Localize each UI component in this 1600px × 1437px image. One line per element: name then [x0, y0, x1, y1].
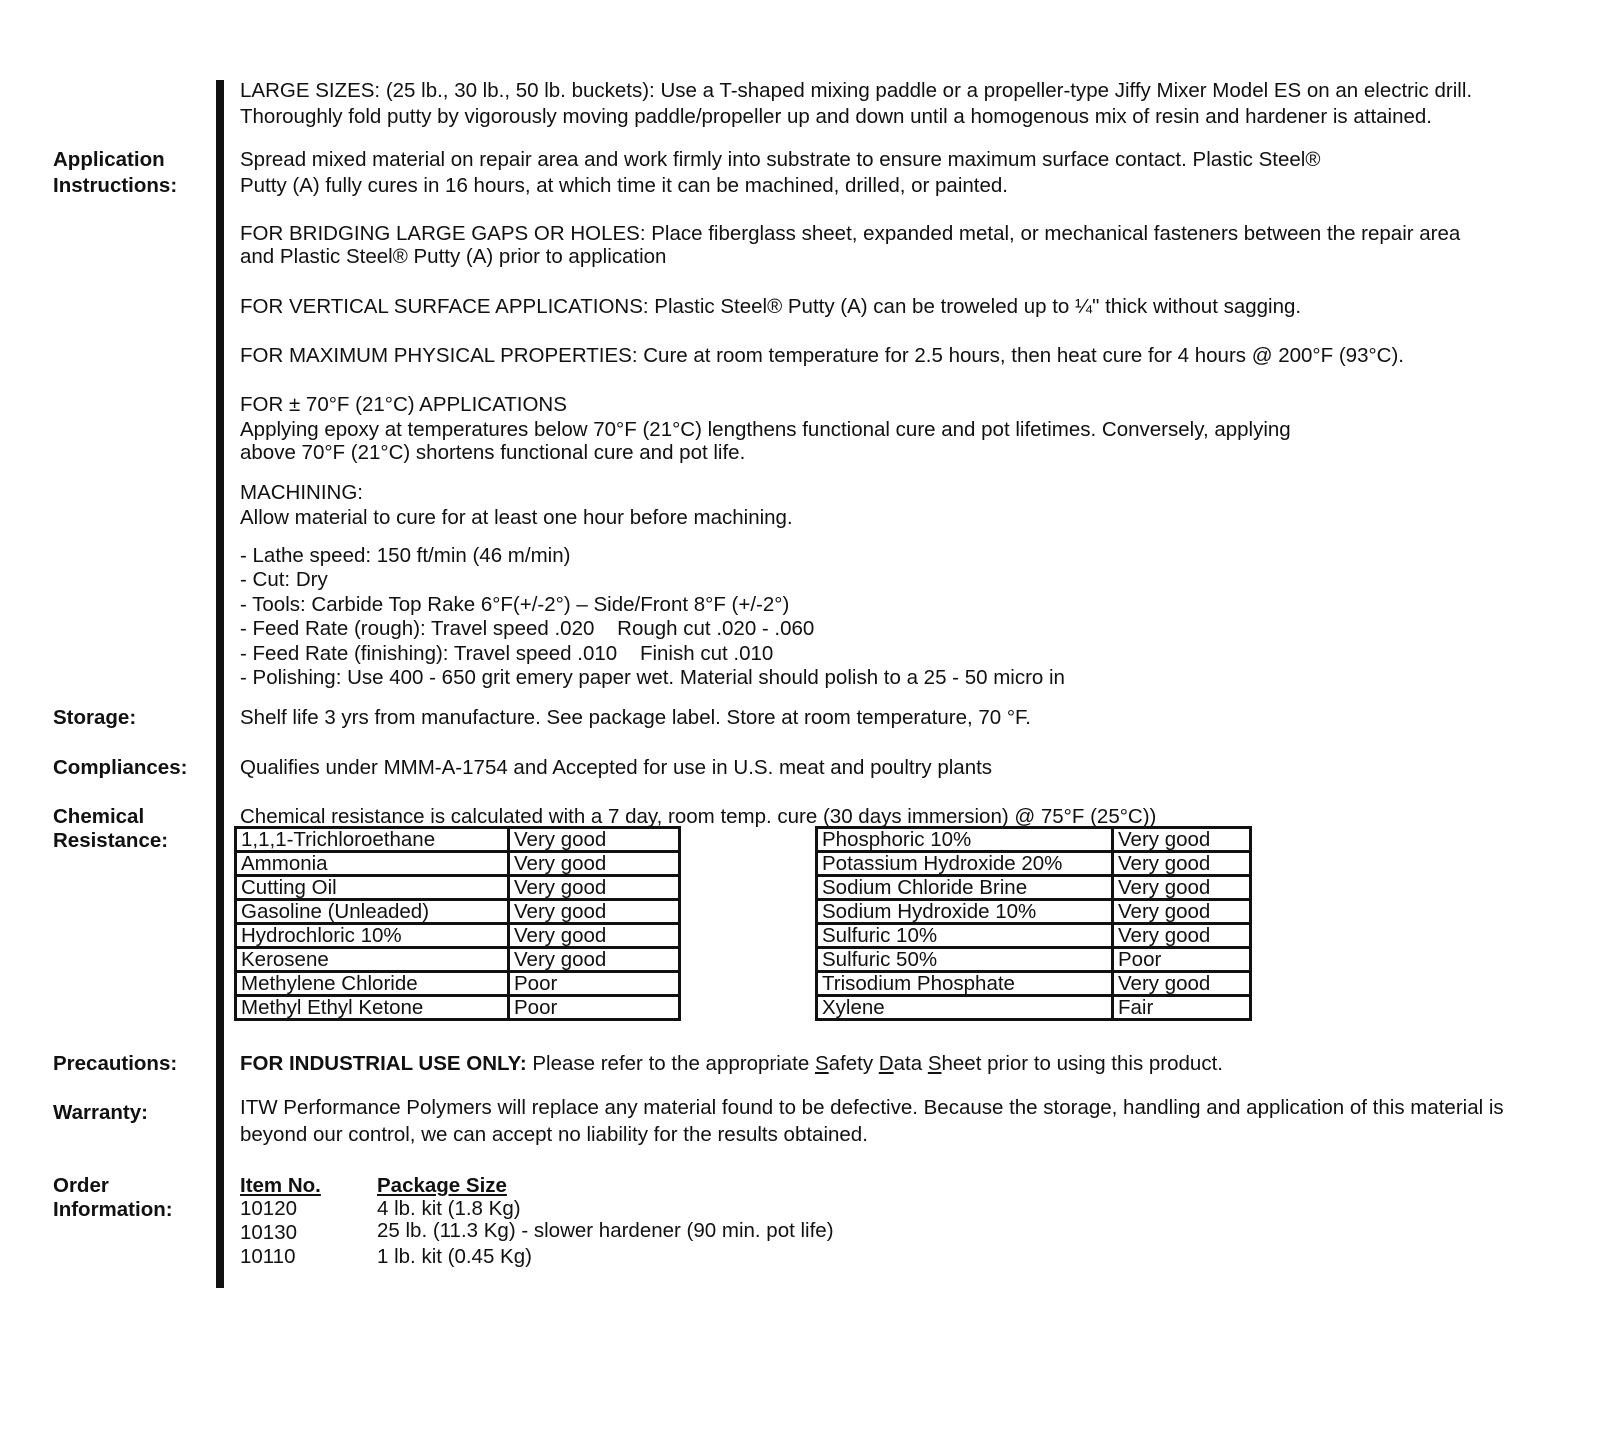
sds-heet: heet: [941, 1052, 982, 1075]
warranty-line-2: beyond our control, we can accept no liability for the results obtained.: [240, 1123, 868, 1146]
temp-line-1: Applying epoxy at temperatures below 70°F (21°C) lengthens functional cure and pot lifetimes. Conversely, applying: [240, 418, 1291, 441]
compliances-text: Qualifies under MMM-A-1754 and Accepted for use in U.S. meat and poultry plants: [240, 756, 993, 779]
label-resistance: Resistance:: [53, 829, 169, 852]
chemical-rating: Very good: [1113, 972, 1251, 996]
machining-line: Allow material to cure for at least one hour before machining.: [240, 506, 793, 529]
chemical-name: Potassium Hydroxide 20%: [817, 852, 1113, 876]
precautions-text: [240, 1052, 1223, 1076]
order-package-size: 4 lb. kit (1.8 Kg): [377, 1197, 521, 1220]
chemical-rating: Poor: [509, 996, 680, 1020]
chemical-name: Cutting Oil: [236, 876, 509, 900]
chemical-table-right: [815, 826, 1252, 1021]
precautions-bold: FOR INDUSTRIAL USE ONLY:: [240, 1052, 527, 1075]
table-row: [236, 852, 680, 876]
label-precautions: Precautions:: [53, 1052, 178, 1075]
label-compliances: Compliances:: [53, 756, 188, 779]
label-information: Information:: [53, 1198, 173, 1221]
label-application: Application: [53, 148, 165, 171]
table-row: [817, 948, 1251, 972]
chemical-rating: Poor: [1113, 948, 1251, 972]
table-row: [236, 972, 680, 996]
label-chemical: Chemical: [53, 805, 145, 828]
chemical-rating: Very good: [1113, 924, 1251, 948]
bridging-line-2: and Plastic Steel® Putty (A) prior to application: [240, 245, 667, 268]
label-order: Order: [53, 1174, 109, 1197]
chemical-intro: Chemical resistance is calculated with a 7 day, room temp. cure (30 days immersion) @ 75°F (25°C)): [240, 805, 1157, 828]
chemical-name: Ammonia: [236, 852, 509, 876]
vertical-line: FOR VERTICAL SURFACE APPLICATIONS: Plastic Steel® Putty (A) can be troweled up to ¼" thick without sagging.: [240, 295, 1302, 318]
label-instructions: Instructions:: [53, 174, 178, 197]
chemical-name: Gasoline (Unleaded): [236, 900, 509, 924]
chemical-name: Xylene: [817, 996, 1113, 1020]
temp-line-2: above 70°F (21°C) shortens functional cure and pot life.: [240, 441, 746, 464]
chemical-rating: Very good: [509, 852, 680, 876]
order-header-size: Package Size: [377, 1174, 507, 1197]
chemical-name: Kerosene: [236, 948, 509, 972]
order-package-size: 25 lb. (11.3 Kg) - slower hardener (90 min. pot life): [377, 1219, 834, 1242]
large-sizes-line-1: LARGE SIZES: (25 lb., 30 lb., 50 lb. buckets): Use a T-shaped mixing paddle or a propeller-type Jiffy Mixer Model ES on an electric drill.: [240, 79, 1473, 102]
section-divider-rule: [216, 80, 224, 1288]
table-row: [817, 828, 1251, 852]
chemical-name: Sulfuric 50%: [817, 948, 1113, 972]
table-row: [236, 900, 680, 924]
order-item-no: 10130: [240, 1221, 298, 1244]
table-row: [236, 876, 680, 900]
machining-item: - Lathe speed: 150 ft/min (46 m/min): [240, 544, 571, 567]
chemical-rating: Fair: [1113, 996, 1251, 1020]
large-sizes-line-2: Thoroughly fold putty by vigorously moving paddle/propeller up and down until a homogenous mix of resin and hardener is attained.: [240, 105, 1433, 128]
bridging-line-1: FOR BRIDGING LARGE GAPS OR HOLES: Place fiberglass sheet, expanded metal, or mechanical fasteners between the repair area: [240, 222, 1461, 245]
chemical-name: Sodium Hydroxide 10%: [817, 900, 1113, 924]
chemical-rating: Poor: [509, 972, 680, 996]
table-row: [236, 948, 680, 972]
order-item-no: 10120: [240, 1197, 298, 1220]
machining-item: - Polishing: Use 400 - 650 grit emery paper wet. Material should polish to a 25 - 50 micro in: [240, 666, 1065, 689]
chemical-rating: Very good: [1113, 852, 1251, 876]
precautions-tail: prior to using this product.: [987, 1052, 1223, 1075]
spread-line-1: Spread mixed material on repair area and work firmly into substrate to ensure maximum surface contact. Plastic Steel®: [240, 148, 1321, 171]
sds-term: [815, 1052, 981, 1075]
chemical-name: Methyl Ethyl Ketone: [236, 996, 509, 1020]
spread-line-2: Putty (A) fully cures in 16 hours, at which time it can be machined, drilled, or painted.: [240, 174, 1008, 197]
chemical-rating: Very good: [1113, 900, 1251, 924]
label-storage: Storage:: [53, 706, 137, 729]
machining-heading: MACHINING:: [240, 481, 363, 504]
sds-s2: S: [927, 1052, 942, 1075]
sds-d: D: [878, 1052, 894, 1075]
machining-item: - Feed Rate (rough): Travel speed .020 Rough cut .020 - .060: [240, 617, 815, 640]
order-item-no: 10110: [240, 1245, 296, 1268]
chemical-rating: Very good: [509, 924, 680, 948]
chemical-name: Hydrochloric 10%: [236, 924, 509, 948]
table-row: [817, 924, 1251, 948]
chemical-rating: Very good: [509, 948, 680, 972]
chemical-rating: Very good: [1113, 828, 1251, 852]
sds-afety: afety: [828, 1052, 879, 1075]
temp-heading: FOR ± 70°F (21°C) APPLICATIONS: [240, 393, 567, 416]
storage-text: Shelf life 3 yrs from manufacture. See package label. Store at room temperature, 70 °F.: [240, 706, 1032, 729]
machining-item: - Feed Rate (finishing): Travel speed .010 Finish cut .010: [240, 642, 774, 665]
warranty-line-1: ITW Performance Polymers will replace any material found to be defective. Because the storage, handling and application of this material is: [240, 1096, 1504, 1119]
label-warranty: Warranty:: [53, 1101, 148, 1124]
chemical-name: Sodium Chloride Brine: [817, 876, 1113, 900]
table-row: [236, 996, 680, 1020]
table-row: [236, 828, 680, 852]
chemical-rating: Very good: [509, 828, 680, 852]
chemical-name: 1,1,1-Trichloroethane: [236, 828, 509, 852]
order-header-item: Item No.: [240, 1174, 321, 1197]
sds-ata: ata: [893, 1052, 928, 1075]
chemical-rating: Very good: [509, 900, 680, 924]
machining-item: - Cut: Dry: [240, 568, 328, 591]
chemical-name: Trisodium Phosphate: [817, 972, 1113, 996]
chemical-rating: Very good: [1113, 876, 1251, 900]
table-row: [817, 972, 1251, 996]
machining-item: - Tools: Carbide Top Rake 6°F(+/-2°) – Side/Front 8°F (+/-2°): [240, 593, 790, 616]
table-row: [817, 996, 1251, 1020]
chemical-name: Phosphoric 10%: [817, 828, 1113, 852]
sds-s: S: [814, 1052, 829, 1075]
table-row: [817, 852, 1251, 876]
table-row: [817, 876, 1251, 900]
table-row: [236, 924, 680, 948]
chemical-name: Methylene Chloride: [236, 972, 509, 996]
chemical-table-left: [234, 826, 681, 1021]
chemical-name: Sulfuric 10%: [817, 924, 1113, 948]
chemical-rating: Very good: [509, 876, 680, 900]
precautions-lead: Please refer to the appropriate: [532, 1052, 810, 1075]
order-package-size: 1 lb. kit (0.45 Kg): [377, 1245, 532, 1268]
maximum-line: FOR MAXIMUM PHYSICAL PROPERTIES: Cure at room temperature for 2.5 hours, then heat cure for 4 hours @ 200°F (93°C).: [240, 344, 1404, 367]
table-row: [817, 900, 1251, 924]
